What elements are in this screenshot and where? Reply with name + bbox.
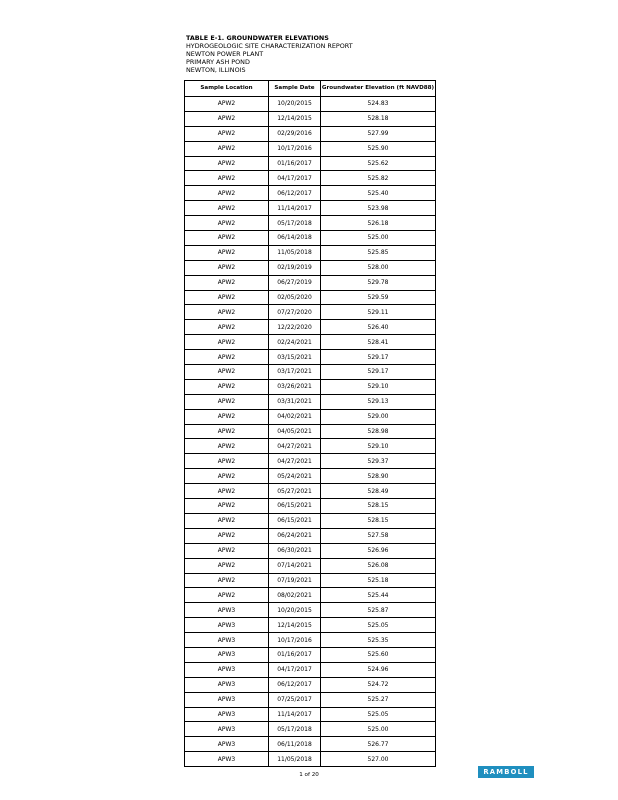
sample-location-cell: APW2 [185,290,269,305]
sample-location-cell: APW2 [185,156,269,171]
groundwater-elevation-cell: 528.15 [321,499,436,514]
sample-date-cell: 06/15/2021 [269,513,321,528]
sample-location-cell: APW2 [185,111,269,126]
table-row [185,350,436,365]
report-name: HYDROGEOLOGIC SITE CHARACTERIZATION REPORT [186,42,353,50]
sample-location-cell: APW2 [185,305,269,320]
groundwater-elevation-cell: 527.99 [321,126,436,141]
table-row [185,201,436,216]
sample-date-cell: 05/17/2018 [269,722,321,737]
groundwater-elevation-cell: 529.13 [321,394,436,409]
sample-date-cell: 07/27/2020 [269,305,321,320]
sample-date-cell: 10/17/2016 [269,141,321,156]
sample-date-cell: 02/19/2019 [269,260,321,275]
groundwater-elevation-cell: 525.18 [321,573,436,588]
sample-location-cell: APW3 [185,737,269,752]
sample-location-cell: APW2 [185,216,269,231]
sample-date-cell: 12/14/2015 [269,111,321,126]
groundwater-elevation-cell: 525.87 [321,603,436,618]
unit-name: PRIMARY ASH POND [186,58,250,66]
groundwater-elevation-cell: 528.90 [321,469,436,484]
groundwater-elevation-cell: 525.62 [321,156,436,171]
sample-location-cell: APW3 [185,633,269,648]
sample-location-cell: APW3 [185,722,269,737]
groundwater-elevation-cell: 528.18 [321,111,436,126]
groundwater-elevation-cell: 526.96 [321,543,436,558]
groundwater-elevation-cell: 526.77 [321,737,436,752]
column-header-sample-location: Sample Location [185,81,269,97]
sample-location-cell: APW2 [185,379,269,394]
groundwater-elevation-cell: 529.37 [321,454,436,469]
sample-location-cell: APW2 [185,171,269,186]
sample-location-cell: APW2 [185,439,269,454]
sample-date-cell: 11/14/2017 [269,707,321,722]
table-row [185,662,436,677]
sample-location-cell: APW2 [185,201,269,216]
sample-location-cell: APW2 [185,126,269,141]
sample-date-cell: 06/11/2018 [269,737,321,752]
sample-date-cell: 06/12/2017 [269,186,321,201]
groundwater-elevation-cell: 528.41 [321,335,436,350]
sample-location-cell: APW2 [185,275,269,290]
groundwater-elevation-cell: 525.00 [321,231,436,246]
sample-date-cell: 06/24/2021 [269,528,321,543]
sample-date-cell: 04/17/2017 [269,662,321,677]
sample-date-cell: 11/14/2017 [269,201,321,216]
table-row [185,543,436,558]
groundwater-elevation-cell: 529.59 [321,290,436,305]
sample-location-cell: APW2 [185,588,269,603]
table-row [185,752,436,767]
groundwater-elevation-cell: 526.18 [321,216,436,231]
table-row [185,558,436,573]
sample-date-cell: 11/05/2018 [269,752,321,767]
table-row [185,588,436,603]
sample-location-cell: APW2 [185,424,269,439]
document-header [186,34,486,74]
table-row [185,141,436,156]
sample-date-cell: 02/29/2016 [269,126,321,141]
table-row [185,633,436,648]
sample-date-cell: 10/17/2016 [269,633,321,648]
sample-location-cell: APW2 [185,186,269,201]
groundwater-elevation-cell: 529.17 [321,350,436,365]
table-row [185,409,436,424]
table-row [185,171,436,186]
table-row [185,111,436,126]
table-row [185,305,436,320]
sample-location-cell: APW2 [185,365,269,380]
table-row [185,156,436,171]
sample-date-cell: 06/30/2021 [269,543,321,558]
table-row [185,379,436,394]
groundwater-elevation-cell: 525.35 [321,633,436,648]
sample-location-cell: APW2 [185,513,269,528]
table-row [185,647,436,662]
sample-location-cell: APW3 [185,752,269,767]
sample-date-cell: 01/16/2017 [269,647,321,662]
sample-date-cell: 03/15/2021 [269,350,321,365]
groundwater-elevation-cell: 525.82 [321,171,436,186]
table-row [185,722,436,737]
table-row [185,737,436,752]
table-row [185,439,436,454]
sample-location-cell: APW2 [185,335,269,350]
sample-location-cell: APW3 [185,692,269,707]
sample-date-cell: 03/26/2021 [269,379,321,394]
sample-date-cell: 02/05/2020 [269,290,321,305]
sample-date-cell: 01/16/2017 [269,156,321,171]
sample-date-cell: 07/25/2017 [269,692,321,707]
plant-name: NEWTON POWER PLANT [186,50,264,58]
groundwater-elevation-cell: 528.49 [321,484,436,499]
column-header-groundwater-elevation: Groundwater Elevation (ft NAVD88) [321,81,436,97]
sample-location-cell: APW2 [185,141,269,156]
sample-date-cell: 07/14/2021 [269,558,321,573]
table-row [185,290,436,305]
sample-location-cell: APW2 [185,350,269,365]
sample-location-cell: APW2 [185,245,269,260]
location-name: NEWTON, ILLINOIS [186,66,246,74]
groundwater-elevation-cell: 525.40 [321,186,436,201]
groundwater-elevation-cell: 523.98 [321,201,436,216]
sample-date-cell: 12/14/2015 [269,618,321,633]
groundwater-elevation-cell: 526.08 [321,558,436,573]
sample-date-cell: 06/27/2019 [269,275,321,290]
sample-location-cell: APW2 [185,454,269,469]
sample-date-cell: 06/15/2021 [269,499,321,514]
sample-location-cell: APW2 [185,469,269,484]
sample-date-cell: 10/20/2015 [269,603,321,618]
table-row [185,97,436,112]
groundwater-elevation-cell: 524.96 [321,662,436,677]
groundwater-elevation-cell: 526.40 [321,320,436,335]
sample-location-cell: APW3 [185,603,269,618]
sample-location-cell: APW2 [185,409,269,424]
groundwater-elevation-cell: 525.90 [321,141,436,156]
table-body [185,97,436,767]
groundwater-elevation-cell: 529.11 [321,305,436,320]
sample-location-cell: APW2 [185,260,269,275]
groundwater-elevation-cell: 524.83 [321,97,436,112]
sample-location-cell: APW2 [185,528,269,543]
sample-date-cell: 05/27/2021 [269,484,321,499]
table-row [185,275,436,290]
groundwater-elevation-cell: 524.72 [321,677,436,692]
table-row [185,603,436,618]
sample-location-cell: APW2 [185,543,269,558]
column-header-sample-date: Sample Date [269,81,321,97]
table-row [185,320,436,335]
table-row [185,573,436,588]
sample-location-cell: APW2 [185,499,269,514]
sample-location-cell: APW2 [185,231,269,246]
table-row [185,424,436,439]
sample-location-cell: APW2 [185,320,269,335]
table-row [185,365,436,380]
sample-location-cell: APW2 [185,394,269,409]
sample-date-cell: 04/05/2021 [269,424,321,439]
table-row [185,335,436,350]
sample-date-cell: 03/31/2021 [269,394,321,409]
table-row [185,677,436,692]
table-row [185,484,436,499]
sample-date-cell: 04/27/2021 [269,439,321,454]
groundwater-elevation-cell: 525.60 [321,647,436,662]
sample-location-cell: APW2 [185,573,269,588]
table-row [185,499,436,514]
groundwater-elevation-cell: 529.10 [321,439,436,454]
table-title: TABLE E-1. GROUNDWATER ELEVATIONS [186,34,329,42]
table-row [185,692,436,707]
table-row [185,707,436,722]
groundwater-elevation-cell: 528.15 [321,513,436,528]
table-row [185,216,436,231]
sample-date-cell: 10/20/2015 [269,97,321,112]
sample-location-cell: APW2 [185,484,269,499]
table-row [185,513,436,528]
groundwater-elevation-cell: 527.00 [321,752,436,767]
sample-date-cell: 11/05/2018 [269,245,321,260]
table-row [185,186,436,201]
groundwater-elevation-cell: 525.27 [321,692,436,707]
groundwater-elevation-cell: 525.00 [321,722,436,737]
sample-date-cell: 05/24/2021 [269,469,321,484]
sample-location-cell: APW3 [185,618,269,633]
sample-location-cell: APW2 [185,558,269,573]
table-row [185,528,436,543]
table-row [185,454,436,469]
table-header-row [185,81,436,97]
groundwater-elevation-cell: 525.05 [321,707,436,722]
sample-location-cell: APW3 [185,707,269,722]
table-row [185,231,436,246]
sample-location-cell: APW3 [185,677,269,692]
ramboll-logo: RAMBOLL [478,766,534,778]
table-row [185,618,436,633]
sample-date-cell: 04/02/2021 [269,409,321,424]
groundwater-elevations-table [184,80,436,767]
sample-date-cell: 05/17/2018 [269,216,321,231]
page-number: 1 of 20 [299,772,319,778]
groundwater-elevation-cell: 529.00 [321,409,436,424]
table-row [185,245,436,260]
groundwater-elevation-cell: 527.58 [321,528,436,543]
sample-date-cell: 06/12/2017 [269,677,321,692]
sample-date-cell: 02/24/2021 [269,335,321,350]
sample-location-cell: APW2 [185,97,269,112]
groundwater-elevation-cell: 529.17 [321,365,436,380]
sample-date-cell: 12/22/2020 [269,320,321,335]
groundwater-elevation-cell: 525.44 [321,588,436,603]
table-row [185,126,436,141]
groundwater-elevation-cell: 529.10 [321,379,436,394]
groundwater-elevation-cell: 528.98 [321,424,436,439]
sample-date-cell: 08/02/2021 [269,588,321,603]
sample-location-cell: APW3 [185,662,269,677]
sample-date-cell: 04/17/2017 [269,171,321,186]
sample-date-cell: 06/14/2018 [269,231,321,246]
sample-date-cell: 03/17/2021 [269,365,321,380]
groundwater-elevation-cell: 525.05 [321,618,436,633]
groundwater-elevation-cell: 529.78 [321,275,436,290]
sample-date-cell: 07/19/2021 [269,573,321,588]
table-row [185,394,436,409]
sample-location-cell: APW3 [185,647,269,662]
groundwater-elevation-cell: 525.85 [321,245,436,260]
sample-date-cell: 04/27/2021 [269,454,321,469]
groundwater-elevation-cell: 528.00 [321,260,436,275]
table-row [185,260,436,275]
table-row [185,469,436,484]
